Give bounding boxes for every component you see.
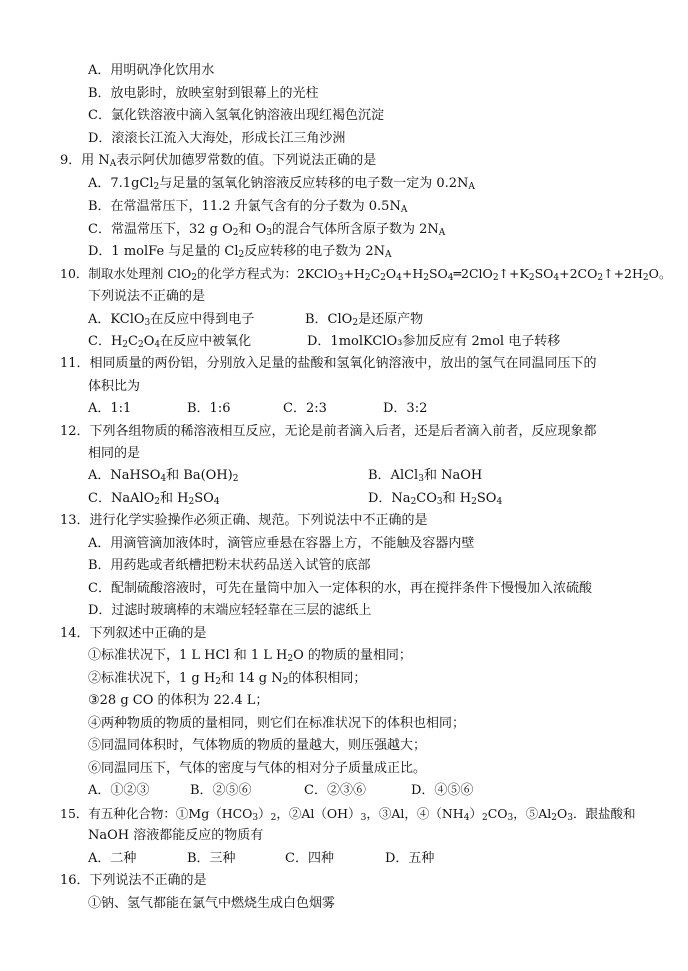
q12-option-d: D．$Na_2CO_3$和 $H_2SO_4$ [368,491,503,507]
q14-option-a: A．①②③ [88,783,150,798]
question-12: 12．下列各组物质的稀溶液相互反应，无论是前者滴入后者，还是后者滴入前者，反应现象都 [60,424,597,439]
q9-option-b: B．在常温常压下，11.2 升氯气含有的分子数为 $0.5N_A$ [88,199,408,215]
q13-option-b: B．用药匙或者纸槽把粉末状药品送入试管的底部 [88,558,371,573]
q15-option-d: D．五种 [385,851,435,866]
question-11-stem: 体积比为 [88,379,141,394]
q14-statement-5: ⑤同温同体积时，气体物质的物质的量越大，则压强越大； [88,738,427,753]
q11-option-c: C．2:3 [283,401,327,416]
q12-option-b: B．AlCl$_3$和 NaOH [368,468,483,484]
option-c-ferric-chloride: C．氯化铁溶液中滴入氢氧化钠溶液出现红褐色沉淀 [88,108,384,123]
q12-option-a: A．NaHSO$_4$和 $Ba(OH)_2$ [88,468,239,484]
q13-option-a: A．用滴管滴加液体时，滴管应垂悬在容器上方，不能触及容器内壁 [88,536,475,551]
q11-option-d: D．3:2 [383,401,428,416]
option-b-projector: B．放电影时，放映室射到银幕上的光柱 [88,86,319,101]
q11-option-b: B．1:6 [187,401,231,416]
option-a-alum: A．用明矾净化饮用水 [88,63,215,78]
question-11: 11．相同质量的两份铝，分别放入足量的盐酸和氢氧化钠溶液中，放出的氢气在同温同压下的 [60,356,597,371]
q14-option-b: B．②⑤⑥ [190,783,252,798]
q13-option-d: D．过滤时玻璃棒的末端应轻轻靠在三层的滤纸上 [88,603,372,618]
q14-statement-1: ①标准状况下，1 L HCl 和 1 L $H_2O$ 的物质的量相同； [88,648,412,664]
q14-statement-6: ⑥同温同压下，气体的密度与气体的相对分子质量成正比。 [88,761,427,776]
question-13: 13．进行化学实验操作必须正确、规范。下列说法中不正确的是 [60,513,428,528]
question-9: 9．用 $N_A$表示阿伏加德罗常数的值。下列说法正确的是 [60,153,377,169]
q15-option-b: B．三种 [187,851,236,866]
q9-option-c: C．常温常压下，32 g $O_2$和 $O_3$的混合气体所含原子数为 $2N_A$ [88,222,446,238]
q15-option-a: A．二种 [88,851,137,866]
q9-option-a: A．7.1gCl$_2$与足量的氢氧化钠溶液反应转移的电子数一定为 $0.2N_A$ [88,176,475,192]
q10-option-b: B．ClO$_2$是还原产物 [305,312,424,328]
question-14: 14．下列叙述中正确的是 [60,626,207,641]
option-d-yangtze: D．滚滚长江流入大海处，形成长江三角沙洲 [88,131,346,146]
question-12-stem: 相同的是 [88,446,141,461]
question-16: 16．下列说法不正确的是 [60,873,207,888]
question-15: 15．有五种化合物：$①Mg(HCO_3)_2$，$②Al(OH)_3$，③Al，$④(NH_4)_2CO_3$，$⑤Al_2O_3$．跟盐酸和 [60,806,636,823]
q9-option-d: D．1 molFe 与足量的 $Cl_2$反应转移的电子数为 $2N_A$ [88,244,392,260]
question-10: 10．制取水处理剂 ClO$_2$的化学方程式为：$2KClO_3+H_2C_2O_4+H_2SO_4═2ClO_2↑+K_2SO_4+2CO_2↑+2H_2O$。 [60,266,672,283]
q10-option-d: D．1molKClO₃参加反应有 2mol 电子转移 [307,334,561,349]
q11-option-a: A．1:1 [88,401,132,416]
q14-statement-2: ②标准状况下，1 g $H_2$和 14 g $N_2$的体积相同； [88,671,367,687]
q12-option-c: C．NaAlO$_2$和 $H_2SO_4$ [88,491,220,507]
q14-statement-3: ③28 g CO 的体积为 22.4 L； [88,693,269,708]
q10-option-c: C．$H_2C_2O_4$在反应中被氧化 [88,334,252,350]
q13-option-c: C．配制硫酸溶液时，可先在量筒中加入一定体积的水，再在搅拌条件下慢慢加入浓硫酸 [88,581,592,596]
q14-statement-4: ④两种物质的物质的量相同，则它们在标准状况下的体积也相同； [88,716,466,731]
question-15-stem: NaOH 溶液都能反应的物质有 [88,828,264,843]
q15-option-c: C．四种 [285,851,334,866]
question-10-stem: 下列说法不正确的是 [88,289,206,304]
q16-statement-1: ①钠、氢气都能在氯气中燃烧生成白色烟雾 [88,896,336,911]
q14-option-c: C．②③⑥ [304,783,366,798]
q10-option-a: A．KClO$_3$在反应中得到电子 [88,312,255,328]
q14-option-d: D．④⑤⑥ [411,783,474,798]
